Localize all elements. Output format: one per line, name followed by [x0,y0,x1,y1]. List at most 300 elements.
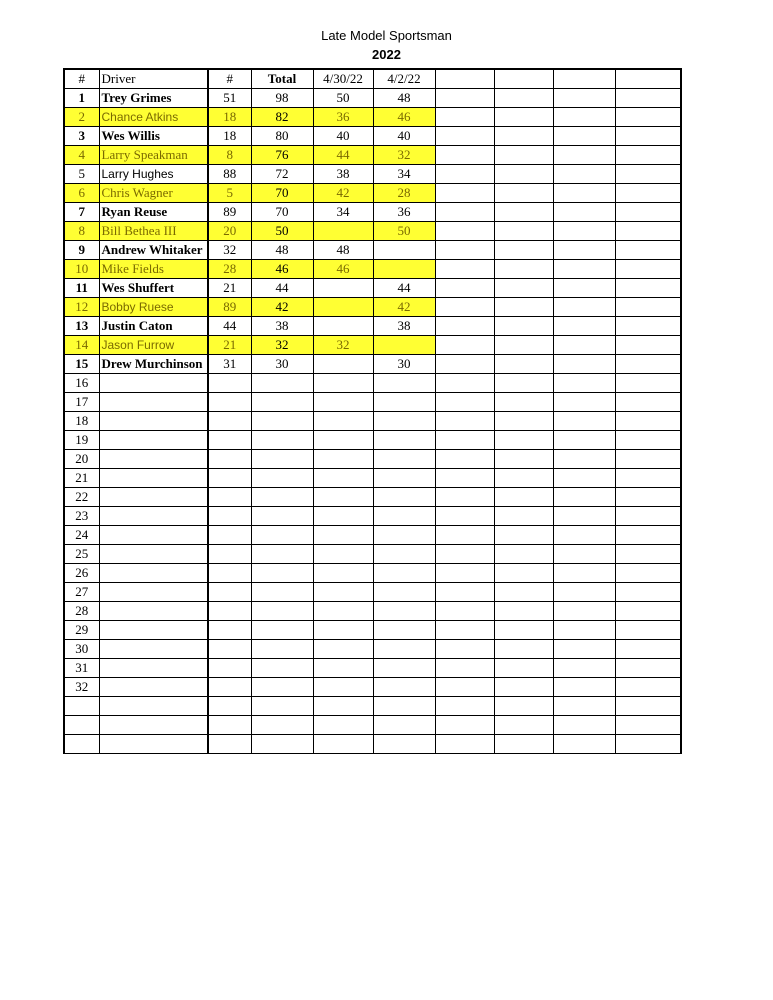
cell-empty [615,431,681,450]
cell-rank: 23 [64,507,99,526]
cell-total: 48 [251,241,313,260]
cell-empty [615,526,681,545]
cell-rank: 1 [64,89,99,108]
cell-rank: 31 [64,659,99,678]
cell-rank: 9 [64,241,99,260]
cell-car-number [208,412,251,431]
cell-empty [494,108,553,127]
cell-race-2 [373,336,435,355]
cell-total: 32 [251,336,313,355]
cell-driver [99,697,208,716]
cell-empty [435,412,494,431]
cell-empty [435,507,494,526]
cell-empty [615,260,681,279]
cell-car-number: 89 [208,298,251,317]
cell-race-2 [373,678,435,697]
cell-race-1: 40 [313,127,373,146]
header-empty [494,69,553,89]
cell-race-2 [373,735,435,754]
cell-total [251,659,313,678]
cell-empty [615,640,681,659]
cell-race-2 [373,374,435,393]
cell-empty [553,108,615,127]
cell-rank: 6 [64,184,99,203]
cell-empty [494,526,553,545]
cell-total: 80 [251,127,313,146]
cell-empty [615,545,681,564]
cell-race-2 [373,621,435,640]
cell-empty [494,184,553,203]
cell-empty [615,355,681,374]
cell-race-2 [373,697,435,716]
cell-car-number [208,526,251,545]
table-row [64,203,681,222]
table-row [64,735,681,754]
cell-empty [553,697,615,716]
cell-driver [99,526,208,545]
cell-driver: Wes Willis [99,127,208,146]
cell-race-1 [313,640,373,659]
cell-empty [494,298,553,317]
cell-empty [435,260,494,279]
cell-car-number [208,583,251,602]
cell-car-number: 88 [208,165,251,184]
cell-driver [99,564,208,583]
cell-race-1: 48 [313,241,373,260]
cell-race-1 [313,678,373,697]
cell-empty [615,374,681,393]
table-row [64,393,681,412]
cell-race-2: 30 [373,355,435,374]
cell-race-2 [373,393,435,412]
cell-empty [494,431,553,450]
table-row [64,659,681,678]
cell-total: 38 [251,317,313,336]
cell-empty [494,241,553,260]
cell-race-1 [313,735,373,754]
table-row [64,222,681,241]
header-total: Total [251,69,313,89]
cell-empty [553,678,615,697]
cell-empty [553,735,615,754]
cell-race-1 [313,431,373,450]
cell-empty [553,583,615,602]
cell-empty [494,279,553,298]
cell-rank: 32 [64,678,99,697]
cell-race-1 [313,659,373,678]
cell-rank: 16 [64,374,99,393]
cell-empty [615,488,681,507]
cell-empty [615,146,681,165]
cell-race-2: 48 [373,89,435,108]
cell-empty [553,431,615,450]
cell-empty [553,165,615,184]
cell-empty [435,545,494,564]
cell-race-2 [373,507,435,526]
cell-empty [494,621,553,640]
cell-driver: Bobby Ruese [99,298,208,317]
cell-car-number [208,735,251,754]
table-row [64,602,681,621]
cell-car-number [208,602,251,621]
cell-rank: 18 [64,412,99,431]
cell-empty [615,469,681,488]
cell-empty [553,241,615,260]
cell-total [251,697,313,716]
cell-car-number: 51 [208,89,251,108]
cell-rank: 10 [64,260,99,279]
cell-driver [99,450,208,469]
cell-driver: Mike Fields [99,260,208,279]
cell-race-1 [313,602,373,621]
cell-car-number: 28 [208,260,251,279]
cell-empty [553,89,615,108]
page-subtitle-year: 2022 [372,47,401,62]
cell-empty [435,564,494,583]
cell-race-1: 38 [313,165,373,184]
cell-car-number: 21 [208,336,251,355]
cell-driver [99,374,208,393]
cell-race-1: 34 [313,203,373,222]
cell-empty [553,526,615,545]
cell-driver [99,621,208,640]
cell-race-1 [313,697,373,716]
cell-rank: 13 [64,317,99,336]
cell-total: 30 [251,355,313,374]
cell-race-1 [313,317,373,336]
cell-rank [64,716,99,735]
cell-empty [615,412,681,431]
cell-empty [435,336,494,355]
header-empty [615,69,681,89]
table-row [64,697,681,716]
cell-empty [553,127,615,146]
cell-empty [435,640,494,659]
cell-race-2 [373,640,435,659]
cell-rank [64,735,99,754]
cell-empty [553,564,615,583]
cell-empty [615,393,681,412]
cell-race-1 [313,583,373,602]
cell-driver: Chris Wagner [99,184,208,203]
cell-driver: Chance Atkins [99,108,208,127]
cell-rank: 26 [64,564,99,583]
cell-total [251,621,313,640]
cell-race-1 [313,355,373,374]
table-row [64,450,681,469]
cell-empty [615,583,681,602]
table-row [64,108,681,127]
cell-empty [494,602,553,621]
cell-empty [553,640,615,659]
cell-empty [494,735,553,754]
cell-car-number [208,431,251,450]
cell-empty [553,659,615,678]
table-row [64,127,681,146]
cell-driver: Ryan Reuse [99,203,208,222]
cell-rank: 29 [64,621,99,640]
cell-total [251,507,313,526]
cell-race-1 [313,450,373,469]
cell-empty [435,602,494,621]
cell-empty [615,659,681,678]
cell-race-1 [313,469,373,488]
cell-empty [615,716,681,735]
cell-empty [494,678,553,697]
table-row [64,260,681,279]
cell-race-2: 32 [373,146,435,165]
cell-car-number [208,678,251,697]
cell-car-number [208,640,251,659]
cell-empty [435,108,494,127]
cell-car-number [208,716,251,735]
cell-driver: Jason Furrow [99,336,208,355]
cell-empty [615,108,681,127]
cell-rank: 2 [64,108,99,127]
cell-empty [553,317,615,336]
cell-empty [494,697,553,716]
cell-car-number [208,621,251,640]
header-driver: Driver [99,69,208,89]
cell-car-number: 31 [208,355,251,374]
cell-empty [494,203,553,222]
cell-race-1 [313,222,373,241]
cell-empty [435,89,494,108]
cell-empty [494,545,553,564]
cell-empty [615,602,681,621]
cell-empty [435,393,494,412]
table-row [64,526,681,545]
cell-empty [615,564,681,583]
cell-empty [494,488,553,507]
cell-total: 70 [251,203,313,222]
cell-empty [494,89,553,108]
header-race-1: 4/30/22 [313,69,373,89]
cell-race-2: 34 [373,165,435,184]
header-race-2: 4/2/22 [373,69,435,89]
cell-car-number [208,507,251,526]
cell-empty [435,146,494,165]
cell-total [251,678,313,697]
cell-total: 42 [251,298,313,317]
cell-empty [615,317,681,336]
cell-race-2 [373,412,435,431]
cell-rank: 30 [64,640,99,659]
cell-rank: 15 [64,355,99,374]
cell-rank: 22 [64,488,99,507]
cell-car-number: 44 [208,317,251,336]
cell-empty [494,716,553,735]
header-empty [435,69,494,89]
table-row [64,241,681,260]
cell-empty [553,507,615,526]
cell-driver [99,469,208,488]
cell-car-number: 5 [208,184,251,203]
cell-empty [435,431,494,450]
cell-race-2 [373,564,435,583]
cell-rank: 27 [64,583,99,602]
cell-total: 72 [251,165,313,184]
cell-driver [99,678,208,697]
table-row [64,431,681,450]
cell-empty [494,583,553,602]
cell-race-2: 40 [373,127,435,146]
table-row [64,716,681,735]
cell-race-2 [373,488,435,507]
header-car-number: # [208,69,251,89]
cell-total [251,735,313,754]
cell-driver [99,488,208,507]
cell-car-number: 18 [208,108,251,127]
table-row [64,621,681,640]
cell-driver: Trey Grimes [99,89,208,108]
cell-car-number [208,697,251,716]
cell-race-2 [373,431,435,450]
cell-empty [494,165,553,184]
cell-race-2 [373,450,435,469]
cell-empty [553,602,615,621]
cell-car-number: 8 [208,146,251,165]
cell-total: 44 [251,279,313,298]
cell-rank [64,697,99,716]
cell-empty [553,203,615,222]
cell-total [251,488,313,507]
cell-empty [435,716,494,735]
cell-car-number [208,488,251,507]
cell-empty [435,450,494,469]
standings-table [63,68,682,754]
cell-empty [435,374,494,393]
table-row [64,336,681,355]
cell-car-number [208,393,251,412]
cell-empty [494,374,553,393]
cell-rank: 20 [64,450,99,469]
cell-race-1: 36 [313,108,373,127]
cell-race-2: 46 [373,108,435,127]
cell-empty [615,165,681,184]
page-title: Late Model Sportsman [321,28,452,43]
cell-empty [435,526,494,545]
cell-car-number: 20 [208,222,251,241]
cell-driver [99,659,208,678]
cell-driver [99,602,208,621]
cell-empty [615,450,681,469]
table-row [64,165,681,184]
cell-race-1 [313,564,373,583]
cell-total [251,374,313,393]
table-row [64,89,681,108]
table-row [64,146,681,165]
cell-driver: Drew Murchinson [99,355,208,374]
cell-total [251,526,313,545]
cell-empty [435,203,494,222]
cell-rank: 24 [64,526,99,545]
cell-empty [494,260,553,279]
cell-empty [553,279,615,298]
table-row [64,298,681,317]
cell-empty [615,127,681,146]
table-row [64,374,681,393]
cell-race-2 [373,659,435,678]
cell-empty [553,450,615,469]
cell-race-2 [373,469,435,488]
cell-empty [553,393,615,412]
cell-race-1 [313,716,373,735]
cell-rank: 7 [64,203,99,222]
table-row [64,678,681,697]
cell-empty [553,146,615,165]
cell-rank: 3 [64,127,99,146]
cell-car-number [208,564,251,583]
cell-race-1 [313,488,373,507]
table-row [64,507,681,526]
cell-total [251,716,313,735]
cell-empty [435,583,494,602]
cell-driver [99,393,208,412]
cell-driver [99,545,208,564]
cell-car-number [208,659,251,678]
cell-driver: Larry Hughes [99,165,208,184]
cell-race-1: 46 [313,260,373,279]
cell-empty [553,260,615,279]
table-row [64,469,681,488]
cell-race-1 [313,545,373,564]
cell-empty [494,450,553,469]
cell-race-2 [373,716,435,735]
cell-car-number [208,545,251,564]
cell-empty [494,222,553,241]
cell-race-2 [373,583,435,602]
cell-empty [435,735,494,754]
cell-empty [494,659,553,678]
cell-driver: Larry Speakman [99,146,208,165]
cell-empty [615,203,681,222]
cell-race-2: 42 [373,298,435,317]
cell-total: 70 [251,184,313,203]
table-row [64,640,681,659]
cell-car-number: 89 [208,203,251,222]
table-row [64,545,681,564]
cell-empty [435,241,494,260]
cell-total [251,564,313,583]
cell-rank: 5 [64,165,99,184]
cell-car-number: 32 [208,241,251,260]
cell-driver [99,735,208,754]
cell-driver [99,716,208,735]
cell-empty [615,184,681,203]
cell-total [251,412,313,431]
cell-empty [435,298,494,317]
cell-driver: Bill Bethea III [99,222,208,241]
cell-empty [494,127,553,146]
table-row [64,279,681,298]
table-row [64,317,681,336]
cell-total [251,450,313,469]
cell-empty [553,469,615,488]
cell-empty [435,678,494,697]
cell-race-2: 38 [373,317,435,336]
cell-empty [615,697,681,716]
cell-race-1 [313,374,373,393]
cell-empty [494,469,553,488]
cell-rank: 21 [64,469,99,488]
cell-car-number [208,469,251,488]
cell-empty [553,716,615,735]
cell-total: 82 [251,108,313,127]
cell-rank: 11 [64,279,99,298]
cell-rank: 17 [64,393,99,412]
table-row [64,583,681,602]
